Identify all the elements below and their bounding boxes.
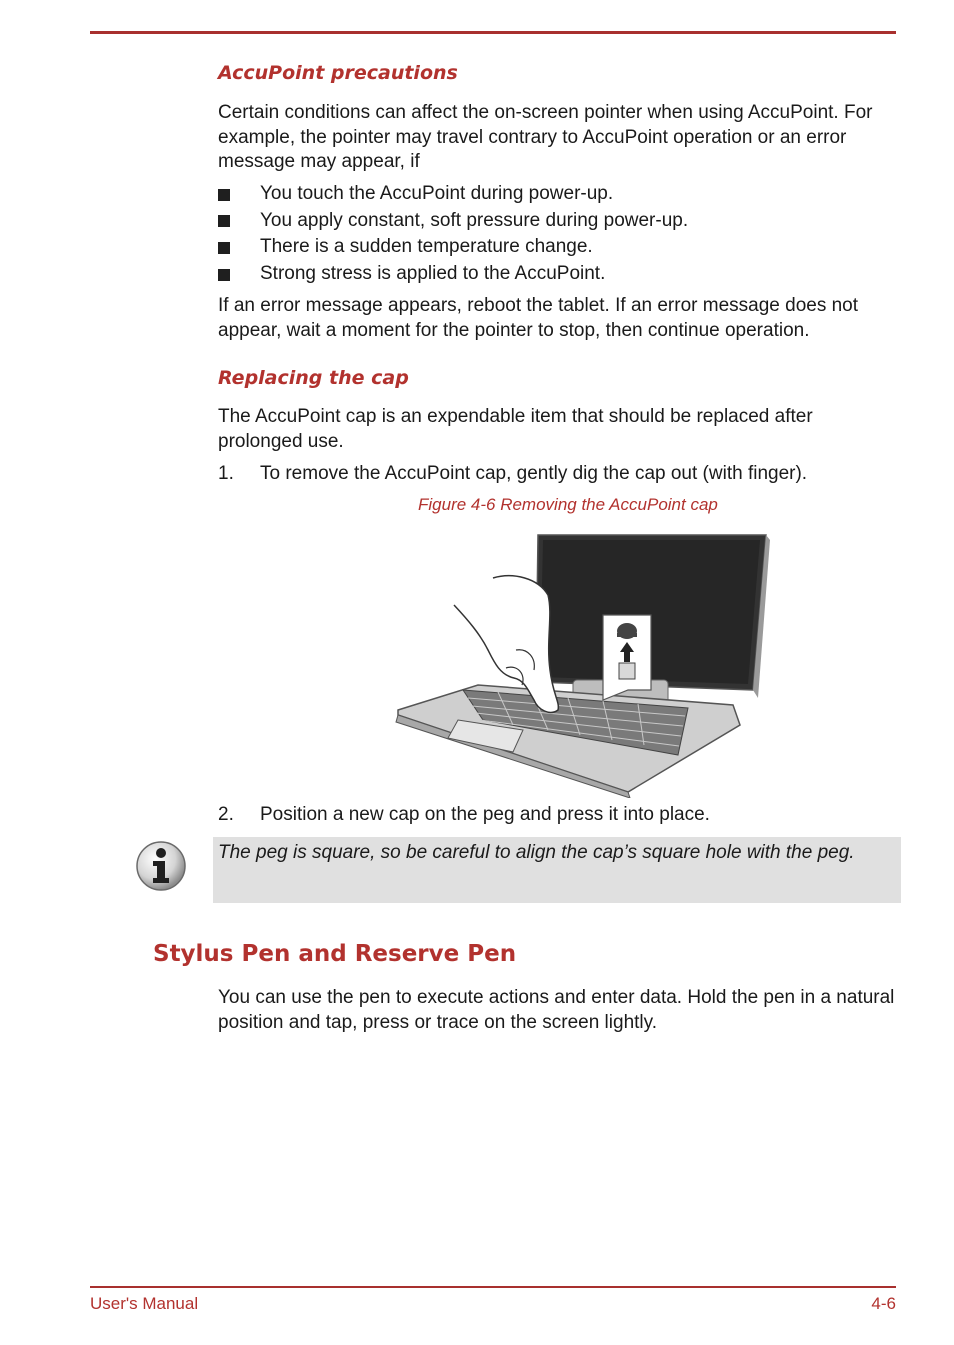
square-bullet-icon <box>218 189 230 201</box>
step-1 <box>218 462 807 486</box>
header-rule <box>90 31 896 34</box>
replacing-cap-heading: Replacing the cap <box>218 367 409 389</box>
square-bullet-icon <box>218 269 230 281</box>
step-text: To remove the AccuPoint cap, gently dig the cap out (with finger). <box>260 463 808 484</box>
bullet-text: There is a sudden temperature change. <box>260 236 593 258</box>
bullet-text: You apply constant, soft pressure during power-up. <box>260 209 689 231</box>
bullet-text: Strong stress is applied to the AccuPoint. <box>260 263 606 285</box>
list-item <box>218 181 688 208</box>
accupoint-precautions-intro: Certain conditions can affect the on-screen pointer when using AccuPoint. For example, the pointer may travel contrary to AccuPoint operation or an error message may appear, if <box>218 102 873 172</box>
replacing-cap-intro: The AccuPoint cap is an expendable item that should be replaced after prolonged use. <box>218 406 813 452</box>
accupoint-precautions-outro: If an error message appears, reboot the tablet. If an error message does not appear, wait a moment for the pointer to stop, then continue operation. <box>218 295 859 341</box>
footer-manual-title: User's Manual <box>90 1294 199 1313</box>
stylus-section-heading: Stylus Pen and Reserve Pen <box>153 941 517 967</box>
footer-rule <box>90 1286 896 1288</box>
step-number: 1. <box>218 463 234 484</box>
info-icon <box>135 840 187 892</box>
list-item <box>218 261 688 288</box>
list-item <box>218 234 688 261</box>
peg-icon <box>619 663 635 679</box>
step-text: Position a new cap on the peg and press it into place. <box>260 804 710 825</box>
figure-caption: Figure 4-6 Removing the AccuPoint cap <box>418 495 718 514</box>
accupoint-precautions-heading: AccuPoint precautions <box>218 62 458 84</box>
removing-accupoint-cap-illustration <box>388 530 770 798</box>
square-bullet-icon <box>218 215 230 227</box>
note-text: The peg is square, so be careful to align the cap’s square hole with the peg. <box>218 842 855 863</box>
page-number: 4-6 <box>871 1294 896 1313</box>
bullet-text: You touch the AccuPoint during power-up. <box>260 183 614 204</box>
precautions-bullet-list <box>218 181 688 288</box>
note-box <box>213 837 901 903</box>
step-number: 2. <box>218 804 234 825</box>
list-item <box>218 208 688 235</box>
square-bullet-icon <box>218 242 230 254</box>
stylus-section-body: You can use the pen to execute actions and enter data. Hold the pen in a natural position and tap, press or trace on the screen lightly. <box>218 987 895 1033</box>
step-2 <box>218 803 710 827</box>
